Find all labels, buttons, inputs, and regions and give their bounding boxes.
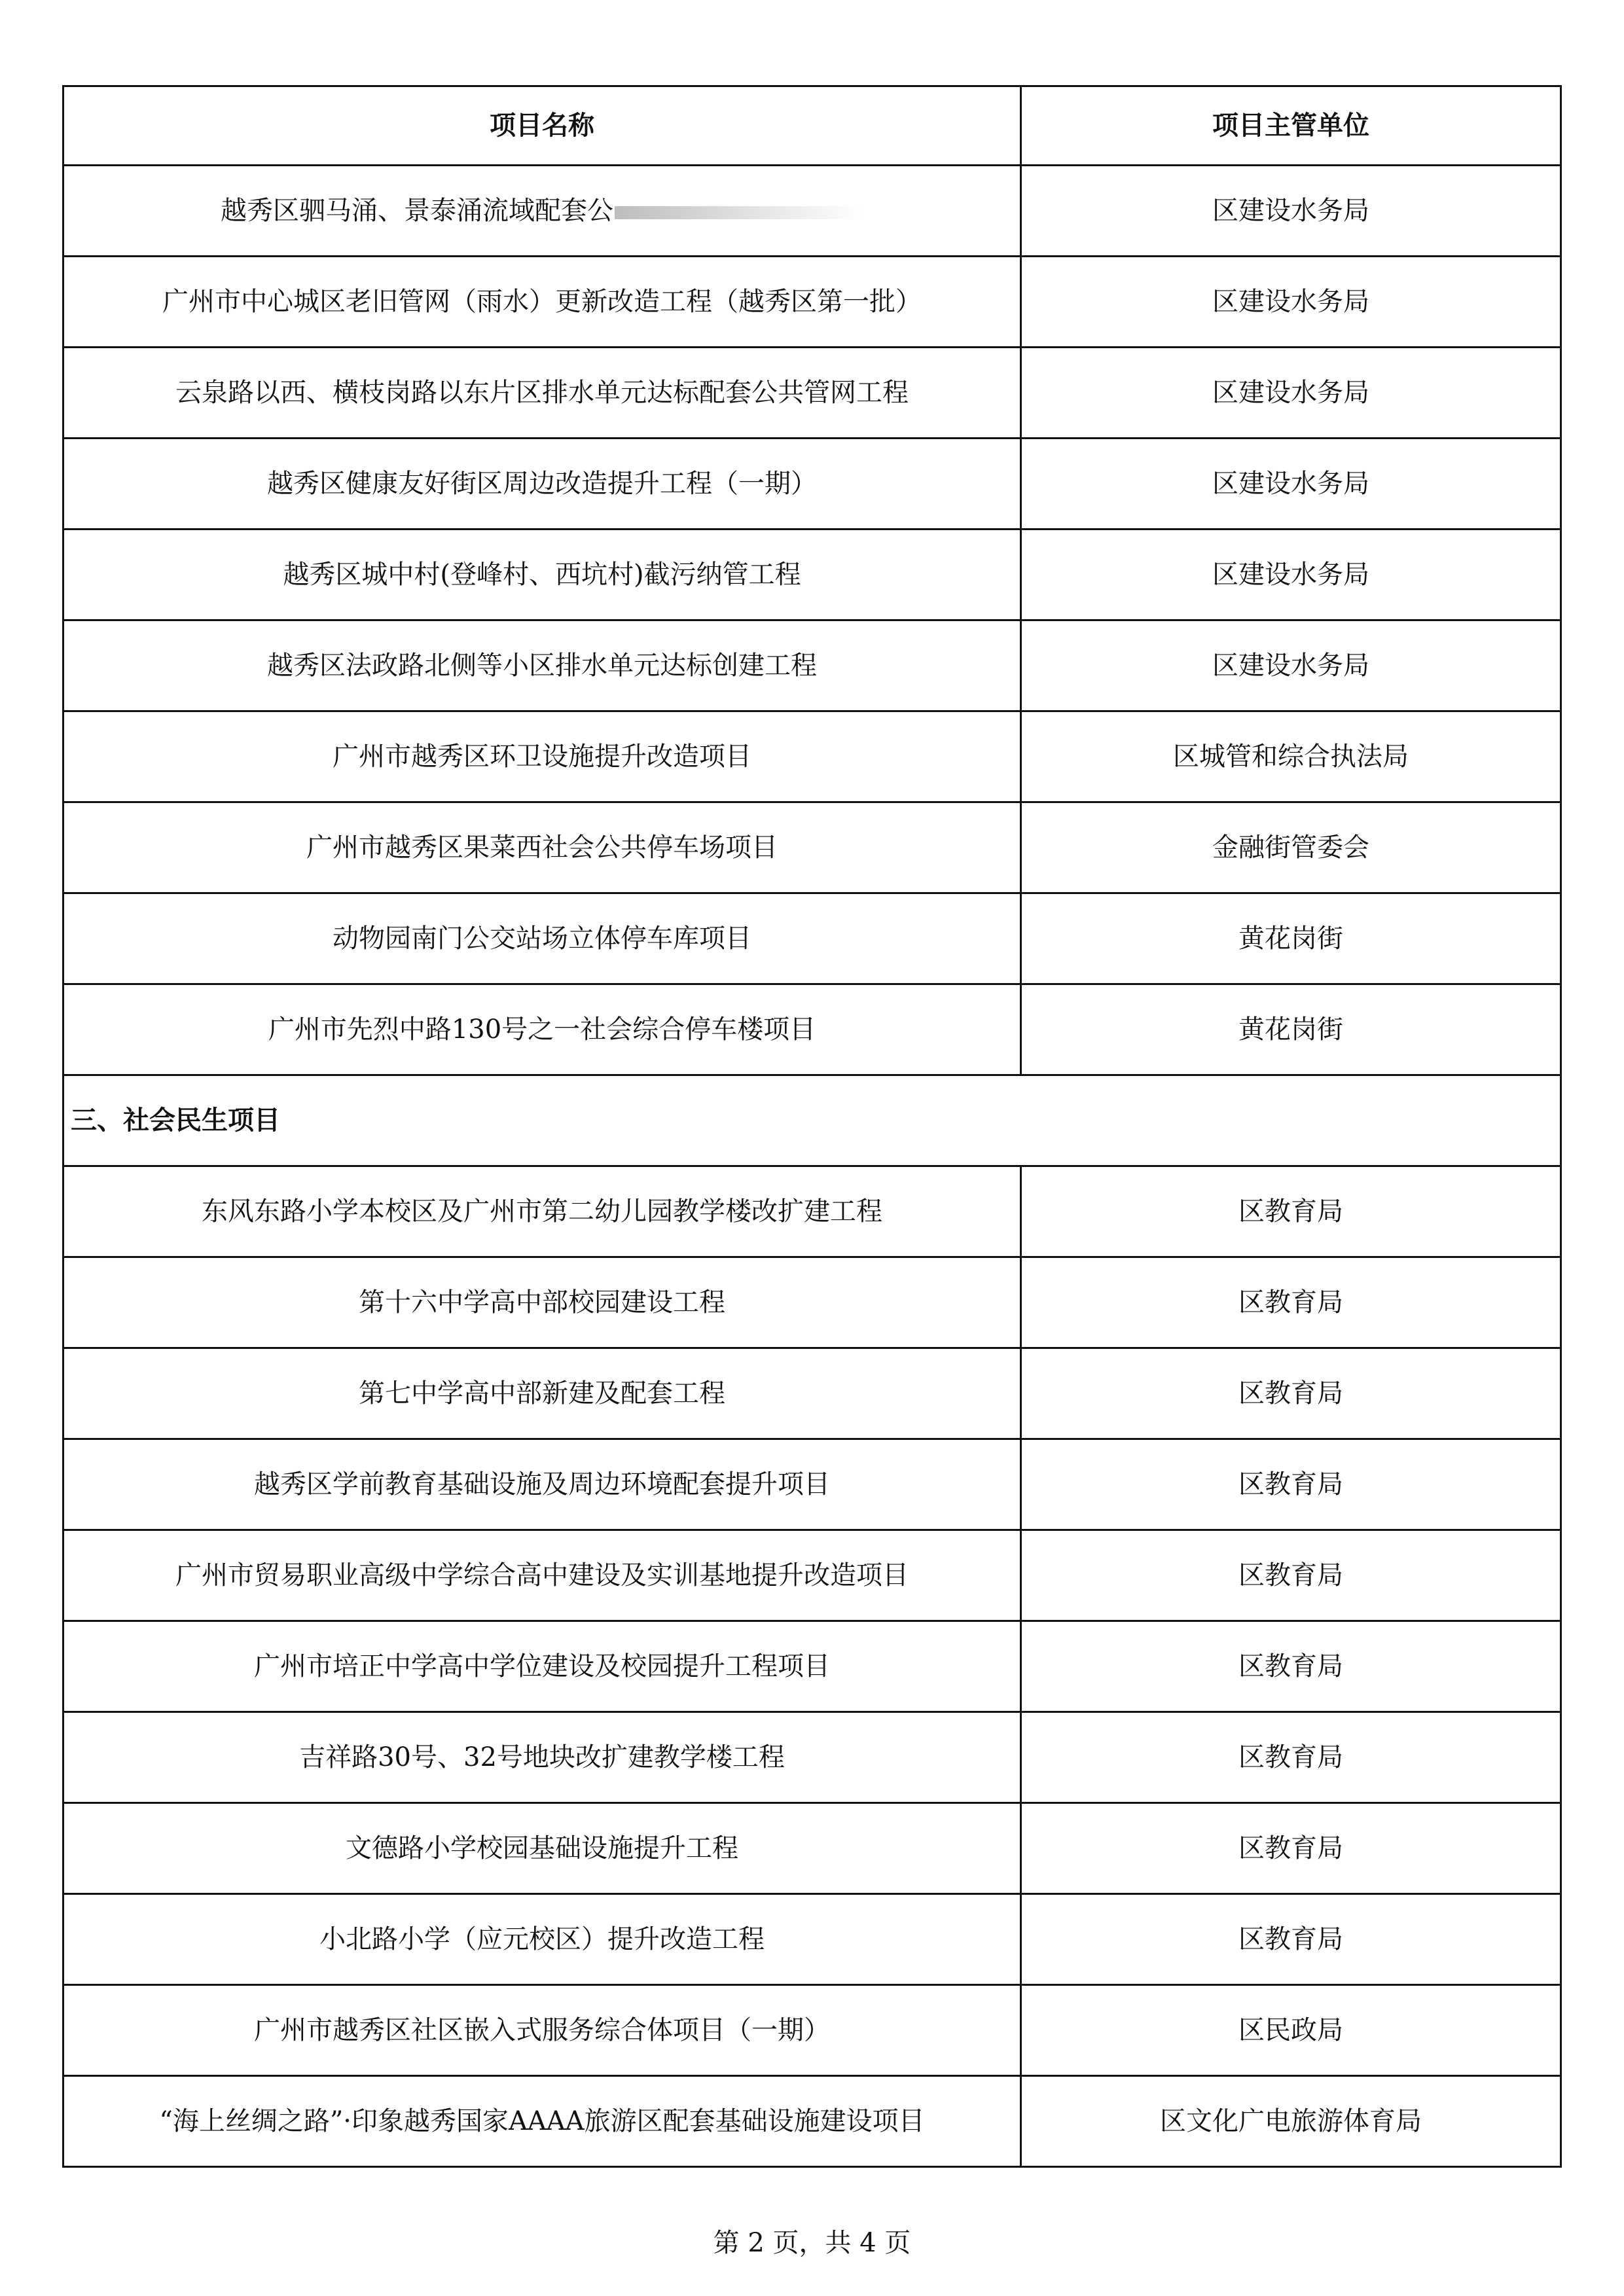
project-name-cell: 广州市贸易职业高级中学综合高中建设及实训基地提升改造项目 [63, 1530, 1021, 1621]
project-name-cell: 广州市先烈中路130号之一社会综合停车楼项目 [63, 984, 1021, 1075]
project-name-cell: 越秀区学前教育基础设施及周边环境配套提升项目 [63, 1439, 1021, 1530]
table-row [63, 802, 1561, 893]
table-row [63, 1257, 1561, 1348]
managing-unit-cell: 区城管和综合执法局 [1021, 711, 1561, 802]
header-managing-unit: 项目主管单位 [1021, 86, 1561, 166]
managing-unit-cell: 区教育局 [1021, 1712, 1561, 1803]
table-row [63, 984, 1561, 1075]
project-name-cell: 第十六中学高中部校园建设工程 [63, 1257, 1021, 1348]
managing-unit-cell: 黄花岗街 [1021, 893, 1561, 984]
managing-unit-cell: 区建设水务局 [1021, 166, 1561, 257]
section-heading: 三、社会民生项目 [63, 1075, 1561, 1166]
project-table [62, 85, 1562, 2168]
project-name-cell [63, 166, 1021, 257]
managing-unit-cell: 区教育局 [1021, 1894, 1561, 1985]
project-name-cell: 广州市中心城区老旧管网（雨水）更新改造工程（越秀区第一批） [63, 257, 1021, 348]
project-name-cell: 越秀区城中村(登峰村、西坑村)截污纳管工程 [63, 529, 1021, 620]
table-header-row [63, 86, 1561, 166]
table-row [63, 166, 1561, 257]
table-row [63, 893, 1561, 984]
project-name-cell: 东风东路小学本校区及广州市第二幼儿园教学楼改扩建工程 [63, 1166, 1021, 1257]
table-row [63, 529, 1561, 620]
project-name-cell: 越秀区法政路北侧等小区排水单元达标创建工程 [63, 620, 1021, 711]
project-name-cell: “海上丝绸之路”·印象越秀国家AAAA旅游区配套基础设施建设项目 [63, 2076, 1021, 2167]
managing-unit-cell: 区教育局 [1021, 1803, 1561, 1894]
managing-unit-cell: 区教育局 [1021, 1439, 1561, 1530]
managing-unit-cell: 区教育局 [1021, 1257, 1561, 1348]
table-row [63, 711, 1561, 802]
table-row [63, 1712, 1561, 1803]
table-row [63, 1803, 1561, 1894]
managing-unit-cell: 区建设水务局 [1021, 529, 1561, 620]
project-name-text: 越秀区驷马涌、景泰涌流域配套公 [221, 196, 613, 226]
redacted-blur [615, 206, 863, 219]
project-name-cell: 广州市培正中学高中学位建设及校园提升工程项目 [63, 1621, 1021, 1712]
project-name-cell: 云泉路以西、横枝岗路以东片区排水单元达标配套公共管网工程 [63, 348, 1021, 439]
managing-unit-cell: 金融街管委会 [1021, 802, 1561, 893]
table-row [63, 1530, 1561, 1621]
managing-unit-cell: 区建设水务局 [1021, 620, 1561, 711]
project-name-cell: 文德路小学校园基础设施提升工程 [63, 1803, 1021, 1894]
managing-unit-cell: 区建设水务局 [1021, 439, 1561, 529]
managing-unit-cell: 区教育局 [1021, 1530, 1561, 1621]
table-row [63, 1985, 1561, 2076]
project-name-cell: 动物园南门公交站场立体停车库项目 [63, 893, 1021, 984]
project-name-cell: 小北路小学（应元校区）提升改造工程 [63, 1894, 1021, 1985]
managing-unit-cell: 区教育局 [1021, 1348, 1561, 1439]
page-number: 第 2 页，共 4 页 [713, 2228, 911, 2258]
managing-unit-cell: 黄花岗街 [1021, 984, 1561, 1075]
project-name-cell: 第七中学高中部新建及配套工程 [63, 1348, 1021, 1439]
managing-unit-cell: 区民政局 [1021, 1985, 1561, 2076]
table-row [63, 1166, 1561, 1257]
table-row [63, 1348, 1561, 1439]
table-row [63, 348, 1561, 439]
table-row [63, 620, 1561, 711]
managing-unit-cell: 区教育局 [1021, 1621, 1561, 1712]
managing-unit-cell: 区建设水务局 [1021, 348, 1561, 439]
table-row [63, 439, 1561, 529]
section-row [63, 1075, 1561, 1166]
project-name-cell: 广州市越秀区社区嵌入式服务综合体项目（一期） [63, 1985, 1021, 2076]
project-name-cell: 广州市越秀区果菜西社会公共停车场项目 [63, 802, 1021, 893]
managing-unit-cell: 区文化广电旅游体育局 [1021, 2076, 1561, 2167]
table-row [63, 2076, 1561, 2167]
table-row [63, 1894, 1561, 1985]
table-row [63, 257, 1561, 348]
managing-unit-cell: 区教育局 [1021, 1166, 1561, 1257]
managing-unit-cell: 区建设水务局 [1021, 257, 1561, 348]
project-name-cell: 越秀区健康友好街区周边改造提升工程（一期） [63, 439, 1021, 529]
project-name-cell: 广州市越秀区环卫设施提升改造项目 [63, 711, 1021, 802]
table-row [63, 1439, 1561, 1530]
project-name-cell: 吉祥路30号、32号地块改扩建教学楼工程 [63, 1712, 1021, 1803]
header-project-name: 项目名称 [63, 86, 1021, 166]
table-row [63, 1621, 1561, 1712]
